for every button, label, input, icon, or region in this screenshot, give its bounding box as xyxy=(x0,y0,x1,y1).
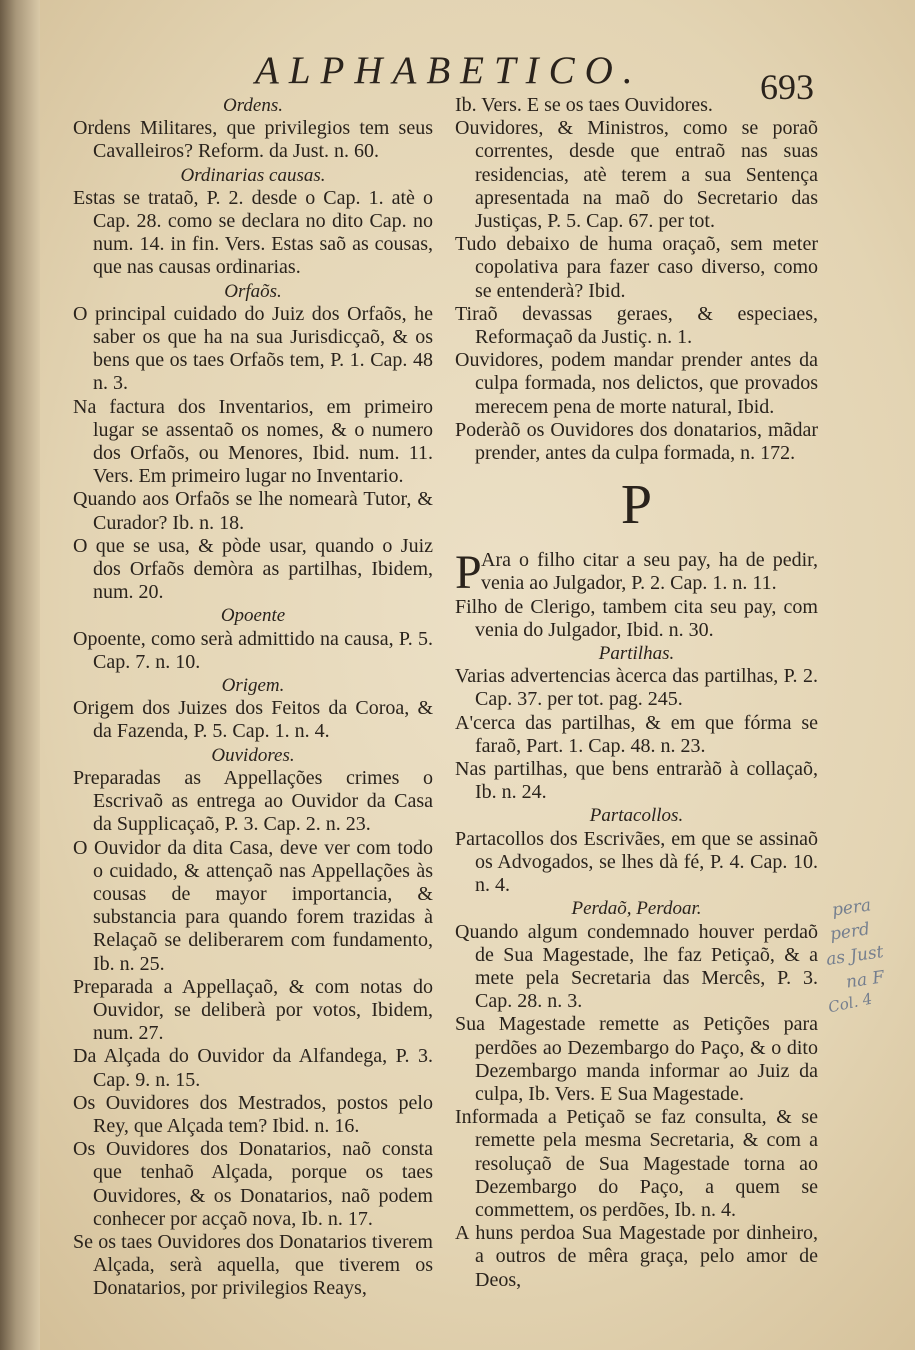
index-entry: Quando aos Orfaõs se lhe nomearà Tutor, & Curador? Ib. n. 18. xyxy=(73,488,433,534)
left-column xyxy=(73,94,433,1301)
index-entry: Os Ouvidores dos Mestrados, postos pelo Rey, que Alçada tem? Ibid. n. 16. xyxy=(73,1091,433,1137)
index-entry: Ordens Militares, que privilegios tem seus Cavalleiros? Reform. da Just. n. 60. xyxy=(73,117,433,163)
index-entry: Tudo debaixo de huma oraçaõ, sem meter copolativa para fazer caso diverso, como se entenderà? Ibid. xyxy=(455,233,818,302)
index-entry: Ouvidores, podem mandar prender antes da culpa formada, nos delictos, que provados merecem pena de morte natural, Ibid. xyxy=(455,349,818,418)
index-entry: Filho de Clerigo, tambem cita seu pay, com venia do Julgador, Ibid. n. 30. xyxy=(455,595,818,641)
index-entry: Opoente, como serà admittido na causa, P. 5. Cap. 7. n. 10. xyxy=(73,627,433,673)
index-entry: A'cerca das partilhas, & em que fórma se faraõ, Part. 1. Cap. 48. n. 23. xyxy=(455,711,818,757)
index-entry: O que se usa, & pòde usar, quando o Juiz dos Orfaõs demòra as partilhas, Ibidem, num. 20. xyxy=(73,534,433,604)
index-entry: Nas partilhas, que bens entraràõ à collaçaõ, Ib. n. 24. xyxy=(455,758,818,804)
index-entry xyxy=(455,546,818,600)
running-header: ALPHABETICO. xyxy=(255,49,643,92)
section-heading: Ordinarias causas. xyxy=(180,164,326,186)
index-entry: Estas se trataõ, P. 2. desde o Cap. 1. atè o Cap. 28. como se declara no dito Cap. no num. 14. in fin. Vers. Estas saõ as cousas, que nas causas ordinarias. xyxy=(73,186,433,279)
index-entry: Ouvidores, & Ministros, como se poraõ correntes, desde que entraõ nas suas residencias, atè terem a sua Sentença apresentada na maõ do Secretario das Justiças, P. 5. Cap. 67. per tot. xyxy=(455,117,818,233)
margin-note: na F xyxy=(844,967,886,993)
margin-note: perd xyxy=(828,919,872,945)
index-entry: Origem dos Juizes dos Feitos da Coroa, & da Fazenda, P. 5. Cap. 1. n. 4. xyxy=(73,697,433,743)
section-heading: Partacollos. xyxy=(589,805,684,827)
section-heading: Ordens. xyxy=(223,95,283,116)
index-entry: Ib. Vers. E se os taes Ouvidores. xyxy=(455,94,713,116)
section-heading: Perdaõ, Perdoar. xyxy=(571,898,702,920)
page-number: 693 xyxy=(760,67,814,107)
index-entry: Tiraõ devassas geraes, & especiaes, Reformaçaõ da Justiç. n. 1. xyxy=(455,302,818,349)
section-heading: Partilhas. xyxy=(598,643,675,665)
index-entry: Preparada a Appellaçaõ, & com notas do Ouvidor, se deliberà por votos, Ibidem, num. 27. xyxy=(73,975,433,1045)
index-entry: Varias advertencias àcerca das partilhas, P. 2. Cap. 37. per tot. pag. 245. xyxy=(455,665,818,711)
index-entry: Na factura dos Inventarios, em primeiro lugar se assentaõ os nomes, & o numero dos Orfaõs, ou Menores, Ibid. num. 11. Vers. Em primeiro lugar no Inventario. xyxy=(73,395,433,488)
index-entry: Da Alçada do Ouvidor da Alfandega, P. 3. Cap. 9. n. 15. xyxy=(73,1045,433,1091)
index-entry: O Ouvidor da dita Casa, deve ver com todo o cuidado, & attençaõ nas Appellações às cousas de mayor importancia, & substancia para quando forem trazidas à Relaçaõ se deliberarem com fundamento, Ib. n. 25. xyxy=(73,836,433,975)
section-heading: Ouvidores. xyxy=(211,744,295,766)
index-entry: Sua Magestade remette as Petições para perdões ao Dezembargo do Paço, & o dito Dezembargo manda informar ao Juiz da culpa, Ib. Vers. E Sua Magestade. xyxy=(455,1013,818,1105)
index-entry: Informada a Petiçaõ se faz consulta, & se remette pela mesma Secretaria, & com a resoluçaõ de Sua Magestade torna ao Dezembargo do Paço, a quem se commettem, os perdões, Ib. n. 4. xyxy=(455,1106,818,1221)
section-letter: P xyxy=(620,474,653,537)
index-entry: Partacollos dos Escrivães, em que se assinaõ os Advogados, se lhes dà fé, P. 4. Cap. 10. n. 4. xyxy=(455,827,818,897)
index-entry: Se os taes Ouvidores dos Donatarios tiverem Alçada, serà aquella, que tiverem os Donatarios, por privilegios Reays, xyxy=(73,1230,433,1300)
section-heading: Origem. xyxy=(221,675,285,697)
margin-note: Col. 4 xyxy=(826,989,874,1017)
right-column xyxy=(455,94,818,1292)
margin-note: pera xyxy=(830,895,873,921)
index-entry: A huns perdoa Sua Magestade por dinheiro, a outros de mêra graça, pelo amor de Deos, xyxy=(455,1222,818,1291)
index-entry: Quando algum condemnado houver perdaõ de Sua Magestade, lhe faz Petiçaõ, & a mete pela Secretaria das Mercês, P. 3. Cap. 28. n. 3. xyxy=(455,920,818,1013)
index-entry: Os Ouvidores dos Donatarios, naõ consta que tenhaõ Alçada, porque os taes Ouvidores, & os Donatarios, naõ podem conhecer por acçaõ nova, Ib. n. 17. xyxy=(73,1138,433,1230)
index-entry: Poderàõ os Ouvidores dos donatarios, mãdar prender, antes da culpa formada, n. 172. xyxy=(455,418,818,465)
index-entry: Preparadas as Appellações crimes o Escrivaõ as entrega ao Ouvidor da Casa da Supplicaçaõ, P. 3. Cap. 2. n. 23. xyxy=(73,766,433,836)
section-heading: Opoente xyxy=(220,605,286,627)
book-binding xyxy=(0,0,40,1350)
section-heading: Orfaõs. xyxy=(224,280,282,302)
entry-text: Ara o filho citar a seu pay, ha de pedir, venia ao Julgador, P. 2. Cap. 1. n. 11. xyxy=(481,549,818,595)
index-entry: O principal cuidado do Juiz dos Orfaõs, he saber os que ha na sua Jurisdicçaõ, & os bens que os taes Orfaõs tem, P. 1. Cap. 48 n. 3. xyxy=(73,302,433,395)
margin-note: as Just xyxy=(824,942,885,970)
drop-cap: P xyxy=(455,546,482,600)
